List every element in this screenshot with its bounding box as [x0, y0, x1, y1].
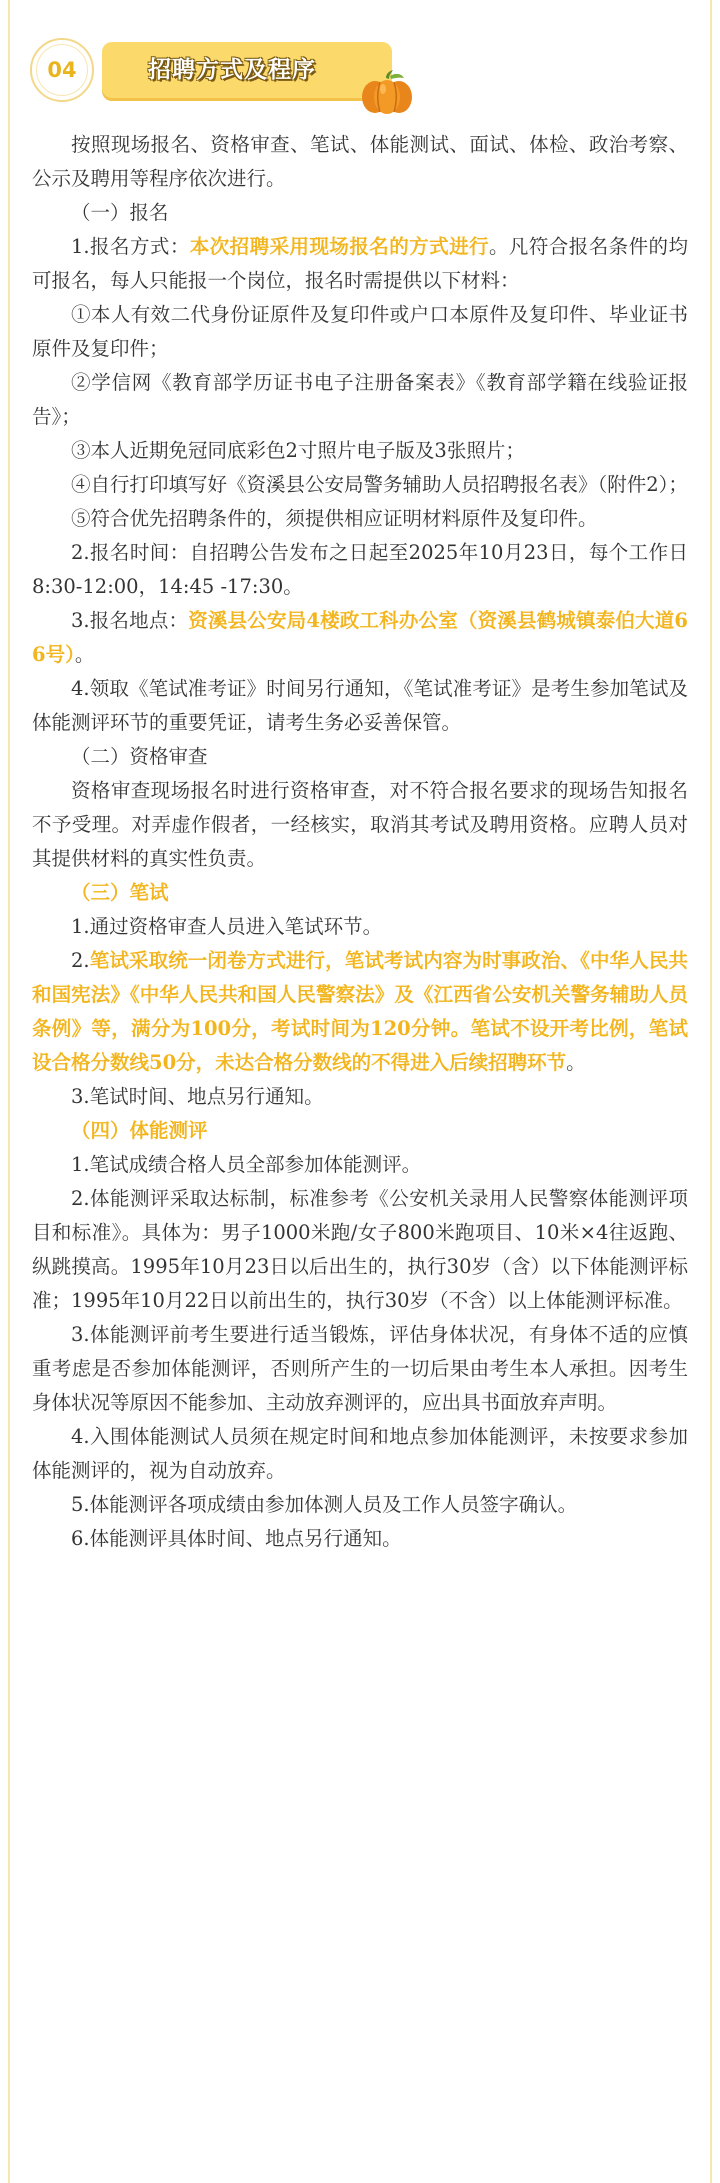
section-3-title — [32, 876, 688, 910]
fitness-test-paragraph-2: 2.体能测评采取达标制，标准参考《公安机关录用人民警察体能测评项目和标准》。具体为：男子1000米跑/女子800米跑项目、10米×4往返跑、纵跳摸高。1995年10月23日以后出生的，执行30岁（含）以下体能测评标准；1995年10月22日以前出生的，执行30岁（不含）以上体能测评标准。 — [32, 1187, 688, 1312]
fitness-test-paragraph-3: 3.体能测评前考生要进行适当锻炼，评估身体状况，有身体不适的应慎重考虑是否参加体能测评，否则所产生的一切后果由考生本人承担。因考生身体状况等原因不能参加、主动放弃测评的，应出具书面放弃声明。 — [32, 1323, 688, 1414]
material-item-2: ②学信网《教育部学历证书电子注册备案表》《教育部学籍在线验证报告》； — [32, 371, 688, 428]
right-border-line — [710, 0, 712, 2183]
registration-method-paragraph — [32, 230, 688, 298]
section-title-banner — [102, 42, 392, 98]
registration-location-suffix: 。 — [74, 643, 95, 666]
material-item-1: ①本人有效二代身份证原件及复印件或户口本原件及复印件、毕业证书原件及复印件； — [32, 303, 688, 360]
section-header — [30, 30, 510, 115]
fitness-test-paragraph-4: 4.入围体能测试人员须在规定时间和地点参加体能测评，未按要求参加体能测评的，视为自动放弃。 — [32, 1425, 688, 1482]
registration-method-suffix: 。凡符合报名条件的均可报名，每人只能报一个岗位，报名时需提供以下材料： — [32, 235, 688, 292]
section-number-badge — [30, 38, 94, 102]
written-exam-highlight: 笔试采取统一闭卷方式进行，笔试考试内容为时事政治、《中华人民共和国宪法》《中华人民共和国人民警察法》及《江西省公安机关警务辅助人员条例》等，满分为100分，考试时间为120分钟。笔试不设开考比例，笔试设合格分数线50分，未达合格分数线的不得进入后续招聘环节 — [32, 949, 688, 1074]
qualification-review-paragraph: 资格审查现场报名时进行资格审查，对不符合报名要求的现场告知报名不予受理。对弄虚作假者，一经核实，取消其考试及聘用资格。应聘人员对其提供材料的真实性负责。 — [32, 779, 688, 870]
intro-paragraph: 按照现场报名、资格审查、笔试、体能测试、面试、体检、政治考察、公示及聘用等程序依次进行。 — [32, 133, 688, 190]
registration-location-highlight: 资溪县公安局4楼政工科办公室（资溪县鹤城镇泰伯大道66号） — [32, 609, 688, 666]
registration-location-paragraph — [32, 604, 688, 672]
registration-time-paragraph: 2.报名时间：自招聘公告发布之日起至2025年10月23日，每个工作日8:30-12:00，14:45 -17:30。 — [32, 541, 688, 598]
material-item-4: ④自行打印填写好《资溪县公安局警务辅助人员招聘报名表》（附件2）； — [71, 473, 688, 496]
written-exam-paragraph-2 — [32, 944, 688, 1080]
fitness-test-paragraph-6: 6.体能测评具体时间、地点另行通知。 — [71, 1527, 402, 1550]
written-exam-paragraph-3: 3.笔试时间、地点另行通知。 — [71, 1085, 324, 1108]
recruitment-procedure-content — [32, 128, 688, 1556]
section-title: 招聘方式及程序 — [148, 57, 316, 83]
section-4-title-text: （四）体能测评 — [71, 1119, 208, 1142]
section-number: 04 — [47, 58, 77, 82]
registration-method-highlight: 本次招聘采用现场报名的方式进行 — [189, 235, 489, 258]
material-item-5: ⑤符合优先招聘条件的，须提供相应证明材料原件及复印件。 — [71, 507, 598, 530]
fitness-test-paragraph-1: 1.笔试成绩合格人员全部参加体能测评。 — [71, 1153, 422, 1176]
section-2-title: （二）资格审查 — [71, 745, 208, 768]
material-item-3: ③本人近期免冠同底彩色2寸照片电子版及3张照片； — [71, 439, 525, 462]
admission-ticket-paragraph: 4.领取《笔试准考证》时间另行通知，《笔试准考证》是考生参加笔试及体能测评环节的重要凭证，请考生务必妥善保管。 — [32, 677, 688, 734]
written-exam-paragraph-1: 1.通过资格审查人员进入笔试环节。 — [71, 915, 383, 938]
left-border-line — [8, 0, 10, 2183]
registration-method-prefix: 1.报名方式： — [71, 235, 190, 258]
registration-location-prefix: 3.报名地点： — [71, 609, 189, 632]
written-exam-prefix: 2. — [71, 949, 90, 972]
section-1-title: （一）报名 — [71, 201, 169, 224]
fitness-test-paragraph-5: 5.体能测评各项成绩由参加体测人员及工作人员签字确认。 — [71, 1493, 578, 1516]
written-exam-suffix: 。 — [566, 1051, 586, 1074]
pumpkin-icon — [360, 70, 414, 116]
section-3-title-text: （三）笔试 — [71, 881, 169, 904]
section-4-title — [32, 1114, 688, 1148]
